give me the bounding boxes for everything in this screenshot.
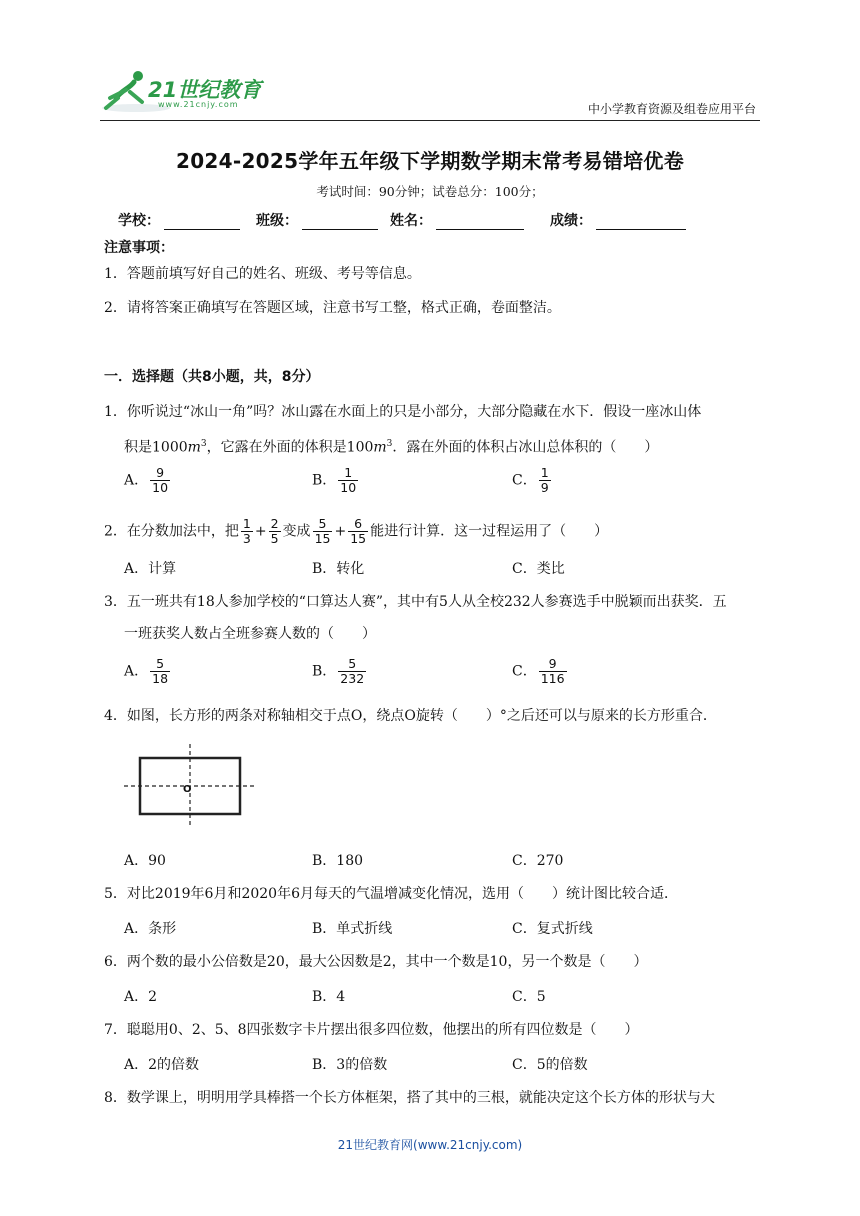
q4-option-a[interactable]: A．90 <box>124 853 166 869</box>
exam-title: 2024-2025学年五年级下学期数学期末常考易错培优卷 <box>175 149 685 173</box>
school-label: 学校： <box>118 213 160 229</box>
q1-line1: 1．你听说过“冰山一角”吗？冰山露在水面上的只是小部分，大部分隐藏在水下．假设一座冰山体 <box>104 404 702 420</box>
exam-subtitle: 考试时间：90分钟；试卷总分：100分； <box>316 184 544 199</box>
q4-option-c[interactable]: C．270 <box>512 853 564 869</box>
q4-option-b[interactable]: B．180 <box>312 853 364 869</box>
q6-option-b[interactable]: B．4 <box>312 989 346 1005</box>
q1-option-c[interactable]: C． $\frac{1}{9}$ <box>512 465 549 495</box>
q7-option-a[interactable]: A．2的倍数 <box>124 1057 200 1073</box>
note-item: 1．答题前填写好自己的姓名、班级、考号等信息。 <box>104 266 421 282</box>
q5-option-a[interactable]: A．条形 <box>124 921 177 937</box>
q2-option-a[interactable]: A．计算 <box>124 561 177 577</box>
q2-option-c[interactable]: C．类比 <box>512 561 565 577</box>
class-label: 班级： <box>256 213 298 229</box>
q5-option-c[interactable]: C．复式折线 <box>512 921 593 937</box>
q7-option-c[interactable]: C．5的倍数 <box>512 1057 588 1073</box>
logo <box>96 68 266 114</box>
q1-option-a[interactable]: A． $\frac{9}{10}$ <box>124 465 169 495</box>
q7-text: 7．聪聪用0、2、5、8四张数字卡片摆出很多四位数，他摆出的所有四位数是（ ） <box>104 1022 639 1038</box>
q2-option-b[interactable]: B．转化 <box>312 561 365 577</box>
q6-option-a[interactable]: A．2 <box>124 989 158 1005</box>
school-field[interactable] <box>118 210 240 230</box>
point-o-label: O <box>183 784 192 795</box>
section-heading: 一．选择题（共8小题，共，8分） <box>104 369 320 385</box>
logo-url: www.21cnjy.com <box>158 100 239 109</box>
q3-line1: 3．五一班共有18人参加学校的“口算达人赛”，其中有5人从全校232人参赛选手中脱颖而出获奖．五 <box>104 594 727 610</box>
q1-line2: 积是$1000m^3$，它露在外面的体积是$100m^3$．露在外面的体积占冰山总体积的（ ） <box>124 439 659 456</box>
q3-option-c[interactable]: C． $\frac{9}{116}$ <box>512 656 565 686</box>
q1-option-b[interactable]: B． $\frac{1}{10}$ <box>312 465 357 495</box>
q4-text: 4．如图，长方形的两条对称轴相交于点O，绕点O旋转（ ）°之后还可以与原来的长方形重合． <box>104 708 717 724</box>
q3-line2: 一班获奖人数占全班参赛人数的（ ） <box>124 626 376 642</box>
logo-text: 21世纪教育 <box>148 78 262 102</box>
score-label: 成绩： <box>550 213 592 229</box>
q6-option-c[interactable]: C．5 <box>512 989 546 1005</box>
name-field[interactable] <box>390 210 524 230</box>
notes-heading: 注意事项： <box>104 240 174 256</box>
platform-name: 中小学教育资源及组卷应用平台 <box>587 102 756 116</box>
name-label: 姓名： <box>390 213 432 229</box>
q5-option-b[interactable]: B．单式折线 <box>312 921 393 937</box>
score-field[interactable] <box>550 210 686 230</box>
q3-option-a[interactable]: A． $\frac{5}{18}$ <box>124 656 169 686</box>
q5-text: 5．对比2019年6月和2020年6月每天的气温增减变化情况，选用（ ）统计图比较合适． <box>104 886 678 902</box>
q7-option-b[interactable]: B．3的倍数 <box>312 1057 388 1073</box>
q6-text: 6．两个数的最小公倍数是20，最大公因数是2，其中一个数是10，另一个数是（ ） <box>104 954 648 970</box>
q2-text: 2．在分数加法中，把 $\frac{1}{3}$ + $\frac{2}{5}$ 变成 $\frac{5}{15}$ + $\frac{6}{15}$ 能进行计算．这一过程运用了（ ） <box>104 516 609 546</box>
q3-option-b[interactable]: B． $\frac{5}{232}$ <box>312 656 365 686</box>
class-field[interactable] <box>256 210 378 230</box>
header-divider <box>100 120 760 121</box>
note-item: 2．请将答案正确填写在答题区域，注意书写工整，格式正确，卷面整洁。 <box>104 300 561 316</box>
rectangle-figure <box>120 742 260 828</box>
footer-link[interactable]: 21世纪教育网(www.21cnjy.com) <box>337 1138 523 1152</box>
q8-text: 8．数学课上，明明用学具棒搭一个长方体框架，搭了其中的三根，就能决定这个长方体的形状与大 <box>104 1090 715 1106</box>
